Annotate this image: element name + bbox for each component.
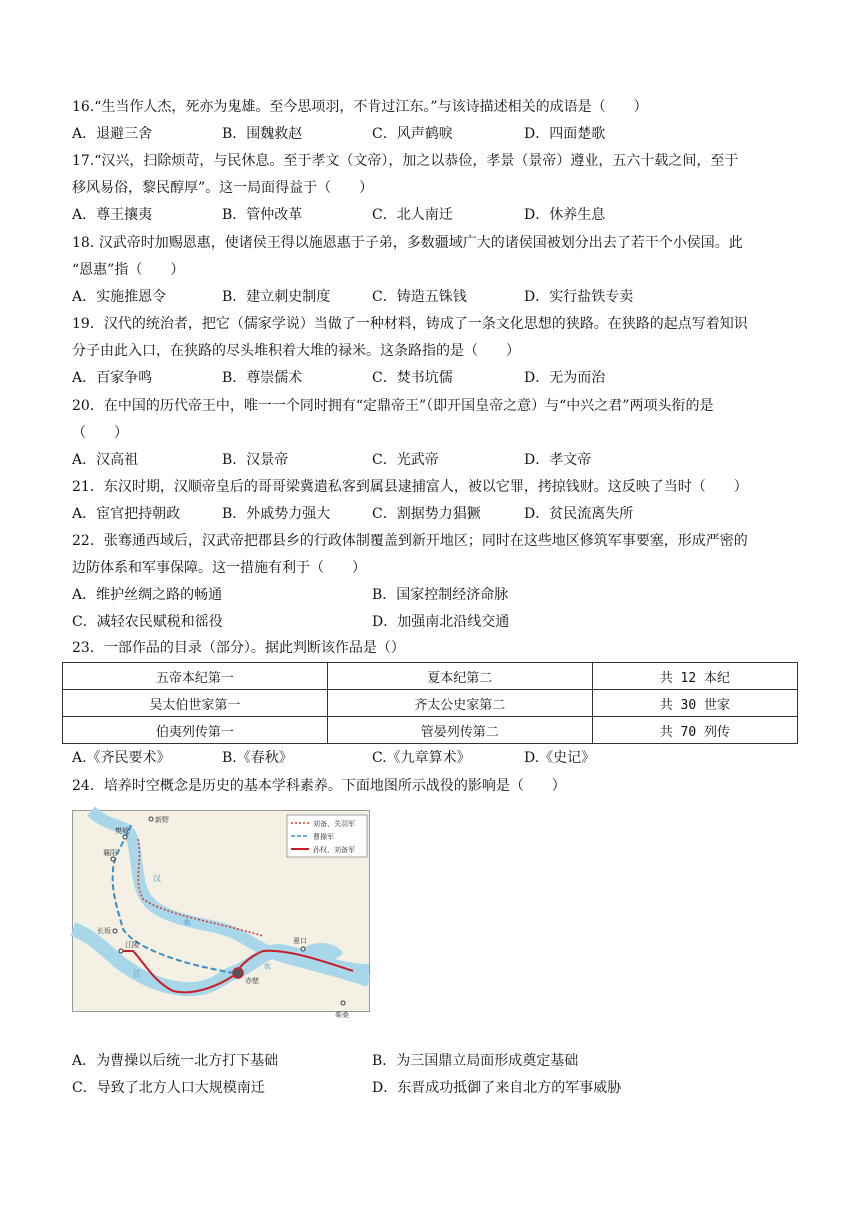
table-cell: 共 12 本纪: [592, 663, 797, 690]
q21-option-c[interactable]: C．割据势力猖獗: [372, 506, 481, 522]
place-xiakou: 夏口: [293, 937, 307, 945]
question-20-stem-line1: 20．在中国的历代帝王中，唯一一个同时拥有“定鼎帝王”（即开国皇帝之意）与“中兴之君”两项头衔的是: [72, 398, 714, 414]
question-20-stem-line2: （ ）: [72, 425, 128, 441]
question-22-options-row1: [72, 585, 802, 605]
place-chibi: 赤壁: [245, 977, 259, 985]
question-17-stem-line2: 移风易俗，黎民醇厚”。这一局面得益于（ ）: [72, 180, 374, 196]
question-20-options: [72, 450, 802, 470]
q17-option-c[interactable]: C．北人南迁: [372, 207, 453, 223]
table-row: [63, 663, 798, 690]
q18-option-c[interactable]: C．铸造五铢钱: [372, 289, 467, 305]
table-cell: 伯夷列传第一: [63, 717, 328, 744]
place-jiangling: 江陵: [125, 941, 139, 949]
q21-option-b[interactable]: B．外戚势力强大: [222, 506, 331, 522]
q22-option-d[interactable]: D．加强南北沿线交通: [372, 614, 510, 630]
q22-option-c[interactable]: C．减轻农民赋税和徭役: [72, 614, 223, 630]
table-cell: 齐太公史家第二: [327, 690, 592, 717]
river-label-han-shui: 水: [183, 918, 191, 927]
q17-option-a[interactable]: A．尊王攘夷: [72, 207, 153, 223]
q22-option-a[interactable]: A．维护丝绸之路的畅通: [72, 587, 223, 603]
q20-option-a[interactable]: A．汉高祖: [72, 452, 139, 468]
table-cell: 吴太伯世家第一: [63, 690, 328, 717]
table-row: [63, 717, 798, 744]
place-fancheng: 樊城: [115, 827, 129, 835]
question-18-stem-line2: “恩惠”指（ ）: [72, 262, 185, 278]
legend-cao: 曹操军: [313, 833, 334, 841]
catalog-table: [62, 662, 798, 744]
q16-option-b[interactable]: B．围魏救赵: [222, 126, 303, 142]
q23-option-b[interactable]: B.《春秋》: [222, 750, 293, 766]
battle-map: [72, 810, 370, 1019]
question-24-options-row2: [72, 1078, 802, 1098]
question-18-stem-line1: 18. 汉武帝时加赐恩惠，使诸侯王得以施恩惠于子弟，多数疆域广大的诸侯国被划分出去了若干个小侯国。此: [72, 235, 743, 251]
place-changban: 长坂: [97, 927, 111, 935]
question-24-stem: 24．培养时空概念是历史的基本学科素养。下面地图所示战役的影响是（ ）: [72, 778, 566, 794]
q24-option-b[interactable]: B．为三国鼎立局面形成奠定基础: [372, 1053, 579, 1069]
table-cell: 共 70 列传: [592, 717, 797, 744]
q19-option-a[interactable]: A．百家争鸣: [72, 370, 153, 386]
question-22-options-row2: [72, 612, 802, 632]
table-cell: 五帝本纪第一: [63, 663, 328, 690]
question-18-options: [72, 287, 802, 307]
q22-option-b[interactable]: B．国家控制经济命脉: [372, 587, 509, 603]
legend-liu-guan: 刘备、关羽军: [313, 820, 355, 828]
question-23-stem: 23．一部作品的目录（部分）。据此判断该作品是（）: [72, 640, 405, 656]
question-19-stem-line1: 19．汉代的统治者，把它（儒家学说）当做了一种材料，铸成了一条文化思想的狭路。在狭路的起点写着知识: [72, 316, 748, 332]
q17-option-b[interactable]: B．管仲改革: [222, 207, 303, 223]
question-23-options: [72, 748, 802, 768]
q18-option-b[interactable]: B．建立刺史制度: [222, 289, 331, 305]
q16-option-d[interactable]: D．四面楚歌: [524, 126, 606, 142]
q24-option-d[interactable]: D．东晋成功抵御了来自北方的军事威胁: [372, 1080, 622, 1096]
legend-sun-liu: 孙权、刘备军: [313, 846, 355, 854]
question-16-options: [72, 124, 802, 144]
question-17-options: [72, 205, 802, 225]
table-cell: 管晏列传第二: [327, 717, 592, 744]
q19-option-c[interactable]: C．焚书坑儒: [372, 370, 453, 386]
q21-option-d[interactable]: D．贫民流离失所: [524, 506, 634, 522]
map-legend: [287, 815, 367, 857]
table-cell: 共 30 世家: [592, 690, 797, 717]
question-19-options: [72, 368, 802, 388]
q18-option-d[interactable]: D．实行盐铁专卖: [524, 289, 634, 305]
table-cell: 夏本纪第二: [327, 663, 592, 690]
place-xiangyang: 襄阳: [103, 849, 117, 857]
question-22-stem-line1: 22．张骞通西域后，汉武帝把郡县乡的行政体制覆盖到新开地区；同时在这些地区修筑军事要塞，形成严密的: [72, 533, 748, 549]
river-label-jiang: 江: [133, 969, 141, 978]
question-17-stem-line1: 17.“汉兴，扫除烦苛，与民休息。至于孝文（文帝），加之以恭俭，孝景（景帝）遵业，五六十载之间，至于: [72, 153, 739, 169]
q24-option-c[interactable]: C．导致了北方人口大规模南迁: [72, 1080, 265, 1096]
q19-option-d[interactable]: D．无为而治: [524, 370, 606, 386]
river-label-jiang-shui: 水: [263, 962, 271, 971]
q23-option-a[interactable]: A.《齐民要术》: [72, 750, 171, 766]
q24-option-a[interactable]: A．为曹操以后统一北方打下基础: [72, 1053, 279, 1069]
q23-option-c[interactable]: C.《九章算术》: [372, 750, 471, 766]
question-21-options: [72, 504, 802, 524]
river-label-han: 汉: [153, 874, 161, 883]
q16-option-a[interactable]: A．退避三舍: [72, 126, 153, 142]
q16-option-c[interactable]: C．风声鹤唳: [372, 126, 453, 142]
question-24-options-row1: [72, 1051, 802, 1071]
q20-option-b[interactable]: B．汉景帝: [222, 452, 289, 468]
q19-option-b[interactable]: B．尊崇儒术: [222, 370, 303, 386]
question-22-stem-line2: 边防体系和军事保障。这一措施有利于（ ）: [72, 560, 366, 576]
table-row: [63, 690, 798, 717]
q23-option-d[interactable]: D.《史记》: [524, 750, 596, 766]
question-19-stem-line2: 分子由此入口，在狭路的尽头堆积着大堆的禄米。这条路指的是（ ）: [72, 343, 520, 359]
q21-option-a[interactable]: A．宦官把持朝政: [72, 506, 181, 522]
q20-option-c[interactable]: C．光武帝: [372, 452, 439, 468]
q20-option-d[interactable]: D．孝文帝: [524, 452, 592, 468]
q18-option-a[interactable]: A．实施推恩令: [72, 289, 167, 305]
q17-option-d[interactable]: D．休养生息: [524, 207, 606, 223]
question-16-stem: 16.“生当作人杰，死亦为鬼雄。至今思项羽，不肯过江东。”与该诗描述相关的成语是（ ）: [72, 99, 648, 115]
question-21-stem: 21．东汉时期，汉顺帝皇后的哥哥梁冀遣私客到属县逮捕富人，被以它罪，拷掠钱财。这反映了当时（ ）: [72, 479, 748, 495]
place-xinye: 新野: [155, 816, 169, 824]
place-chaisang: 柴桑: [335, 1011, 349, 1019]
